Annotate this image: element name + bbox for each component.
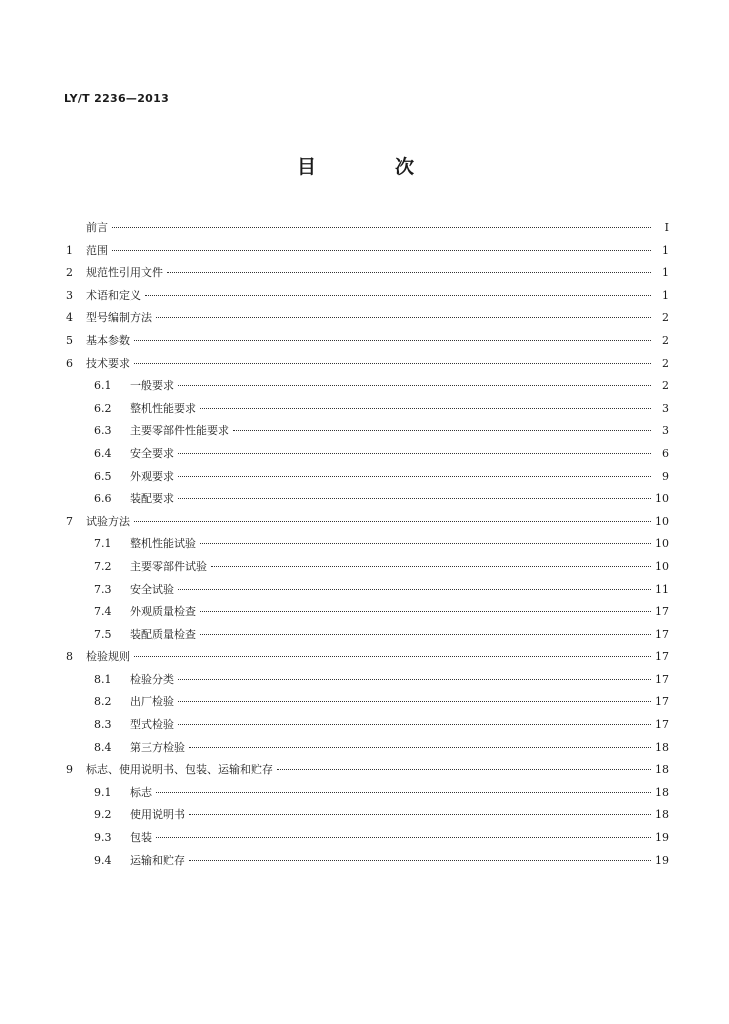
- toc-entry-page: 19: [655, 853, 669, 867]
- toc-leader-dots: [178, 453, 651, 454]
- toc-entry-number: 8.1: [94, 672, 112, 686]
- toc-entry[interactable]: [66, 852, 669, 875]
- toc-entry-page: Ⅰ: [664, 221, 669, 234]
- toc-entry-title: 术语和定义: [86, 288, 141, 302]
- toc-list: [66, 219, 669, 874]
- toc-entry[interactable]: [66, 626, 669, 649]
- toc-entry[interactable]: [66, 648, 669, 671]
- toc-leader-dots: [134, 521, 651, 522]
- toc-entry[interactable]: [66, 287, 669, 310]
- toc-entry-number: 9: [66, 763, 73, 777]
- toc-leader-dots: [112, 227, 651, 228]
- toc-entry-title: 出厂检验: [130, 695, 174, 709]
- toc-entry-number: 6.2: [94, 401, 112, 415]
- toc-leader-dots: [189, 860, 651, 861]
- toc-leader-dots: [277, 769, 651, 770]
- toc-entry[interactable]: [66, 355, 669, 378]
- toc-leader-dots: [200, 634, 651, 635]
- toc-leader-dots: [134, 340, 651, 341]
- toc-entry-page: 2: [662, 333, 669, 347]
- toc-entry-title: 包装: [130, 831, 152, 845]
- toc-entry-title: 外观要求: [130, 469, 174, 483]
- toc-entry-title: 一般要求: [130, 379, 174, 393]
- toc-entry-page: 10: [655, 492, 669, 506]
- toc-leader-dots: [189, 747, 651, 748]
- toc-entry-title: 前言: [86, 221, 108, 234]
- toc-entry-number: 6: [66, 356, 73, 370]
- toc-entry-number: 7.2: [94, 559, 112, 573]
- toc-entry-number: 7.3: [94, 582, 112, 596]
- toc-entry-number: 6.5: [94, 469, 112, 483]
- toc-entry-page: 18: [655, 785, 669, 799]
- toc-entry-page: 17: [655, 672, 669, 686]
- toc-entry[interactable]: [66, 581, 669, 604]
- toc-entry-page: 2: [662, 311, 669, 325]
- toc-leader-dots: [178, 589, 651, 590]
- toc-entry-page: 17: [655, 627, 669, 641]
- toc-entry-title: 标志: [130, 785, 152, 799]
- toc-entry-title: 主要零部件试验: [130, 559, 207, 573]
- toc-entry[interactable]: [66, 739, 669, 762]
- toc-leader-dots: [178, 724, 651, 725]
- toc-entry-page: 19: [655, 831, 669, 845]
- toc-entry-number: 7: [66, 514, 73, 528]
- toc-entry-title: 基本参数: [86, 333, 130, 347]
- toc-entry-page: 1: [662, 243, 669, 257]
- toc-entry-page: 2: [662, 356, 669, 370]
- toc-entry-number: 9.1: [94, 785, 112, 799]
- toc-entry-page: 18: [655, 740, 669, 754]
- toc-entry[interactable]: [66, 309, 669, 332]
- toc-entry[interactable]: [66, 716, 669, 739]
- toc-entry-title: 整机性能试验: [130, 537, 196, 551]
- toc-entry-page: 10: [655, 559, 669, 573]
- toc-entry-number: 1: [66, 243, 73, 257]
- toc-title: 目 次: [296, 156, 444, 178]
- toc-entry-title: 装配要求: [130, 492, 174, 506]
- toc-entry-page: 17: [655, 718, 669, 732]
- toc-entry[interactable]: [66, 761, 669, 784]
- toc-entry-page: 6: [662, 446, 669, 460]
- toc-entry-title: 检验分类: [130, 672, 174, 686]
- toc-entry[interactable]: [66, 264, 669, 287]
- toc-entry-title: 装配质量检查: [130, 627, 196, 641]
- toc-leader-dots: [178, 701, 651, 702]
- toc-entry-page: 1: [662, 288, 669, 302]
- toc-entry[interactable]: [66, 332, 669, 355]
- toc-entry-title: 标志、使用说明书、包装、运输和贮存: [86, 763, 273, 777]
- toc-entry[interactable]: [66, 535, 669, 558]
- toc-entry[interactable]: [66, 671, 669, 694]
- toc-entry[interactable]: [66, 219, 669, 242]
- toc-entry-number: 7.1: [94, 537, 112, 551]
- toc-entry[interactable]: [66, 693, 669, 716]
- toc-entry-number: 8.2: [94, 695, 112, 709]
- toc-entry[interactable]: [66, 784, 669, 807]
- toc-entry-number: 7.4: [94, 605, 112, 619]
- standard-code: LY/T 2236—2013: [64, 92, 170, 105]
- toc-entry-title: 外观质量检查: [130, 605, 196, 619]
- toc-leader-dots: [156, 317, 651, 318]
- toc-entry-page: 1: [662, 266, 669, 280]
- toc-entry-title: 型式检验: [130, 718, 174, 732]
- toc-entry-page: 18: [655, 763, 669, 777]
- toc-entry-title: 第三方检验: [130, 740, 185, 754]
- toc-entry-number: 6.4: [94, 446, 112, 460]
- toc-entry-number: 9.2: [94, 808, 112, 822]
- toc-entry-title: 安全试验: [130, 582, 174, 596]
- toc-entry-number: 9.3: [94, 831, 112, 845]
- toc-entry-title: 规范性引用文件: [86, 266, 163, 280]
- toc-leader-dots: [134, 363, 651, 364]
- toc-entry-number: 9.4: [94, 853, 112, 867]
- toc-entry-page: 9: [662, 469, 669, 483]
- toc-entry[interactable]: [66, 400, 669, 423]
- toc-entry[interactable]: [66, 445, 669, 468]
- toc-entry-number: 4: [66, 311, 73, 325]
- toc-leader-dots: [178, 476, 651, 477]
- toc-entry[interactable]: [66, 558, 669, 581]
- toc-leader-dots: [145, 295, 651, 296]
- toc-entry[interactable]: [66, 829, 669, 852]
- toc-entry-title: 主要零部件性能要求: [130, 424, 229, 438]
- toc-entry-title: 整机性能要求: [130, 401, 196, 415]
- toc-leader-dots: [178, 498, 651, 499]
- toc-entry[interactable]: [66, 603, 669, 626]
- toc-entry-number: 6.1: [94, 379, 112, 393]
- toc-entry-page: 11: [655, 582, 669, 596]
- toc-entry[interactable]: [66, 377, 669, 400]
- toc-leader-dots: [112, 250, 651, 251]
- toc-entry-page: 17: [655, 650, 669, 664]
- toc-entry-title: 试验方法: [86, 514, 130, 528]
- toc-entry-number: 8: [66, 650, 73, 664]
- toc-entry-page: 10: [655, 537, 669, 551]
- toc-leader-dots: [200, 543, 651, 544]
- toc-entry-number: 3: [66, 288, 73, 302]
- toc-leader-dots: [189, 814, 651, 815]
- toc-entry-number: 6.3: [94, 424, 112, 438]
- toc-leader-dots: [134, 656, 651, 657]
- toc-leader-dots: [167, 272, 651, 273]
- toc-entry-title: 型号编制方法: [86, 311, 152, 325]
- toc-entry-number: 7.5: [94, 627, 112, 641]
- toc-entry-title: 使用说明书: [130, 808, 185, 822]
- toc-entry-page: 2: [662, 379, 669, 393]
- toc-leader-dots: [156, 837, 651, 838]
- toc-entry-title: 检验规则: [86, 650, 130, 664]
- toc-entry-page: 17: [655, 695, 669, 709]
- toc-entry-title: 范围: [86, 243, 108, 257]
- toc-entry-page: 17: [655, 605, 669, 619]
- toc-entry-page: 3: [662, 401, 669, 415]
- toc-entry-number: 5: [66, 333, 73, 347]
- toc-entry-page: 3: [662, 424, 669, 438]
- toc-entry-title: 运输和贮存: [130, 853, 185, 867]
- toc-leader-dots: [178, 385, 651, 386]
- toc-entry[interactable]: [66, 468, 669, 491]
- toc-entry[interactable]: [66, 806, 669, 829]
- toc-leader-dots: [211, 566, 651, 567]
- toc-entry[interactable]: [66, 513, 669, 536]
- toc-entry-number: 8.4: [94, 740, 112, 754]
- toc-entry-number: 8.3: [94, 718, 112, 732]
- toc-leader-dots: [200, 408, 651, 409]
- toc-leader-dots: [156, 792, 651, 793]
- toc-entry[interactable]: [66, 422, 669, 445]
- toc-leader-dots: [233, 430, 651, 431]
- toc-entry-page: 10: [655, 514, 669, 528]
- toc-entry-number: 6.6: [94, 492, 112, 506]
- toc-entry-page: 18: [655, 808, 669, 822]
- toc-entry-title: 安全要求: [130, 446, 174, 460]
- toc-entry-number: 2: [66, 266, 73, 280]
- toc-entry-title: 技术要求: [86, 356, 130, 370]
- toc-leader-dots: [200, 611, 651, 612]
- toc-entry[interactable]: [66, 490, 669, 513]
- toc-leader-dots: [178, 679, 651, 680]
- toc-entry[interactable]: [66, 242, 669, 265]
